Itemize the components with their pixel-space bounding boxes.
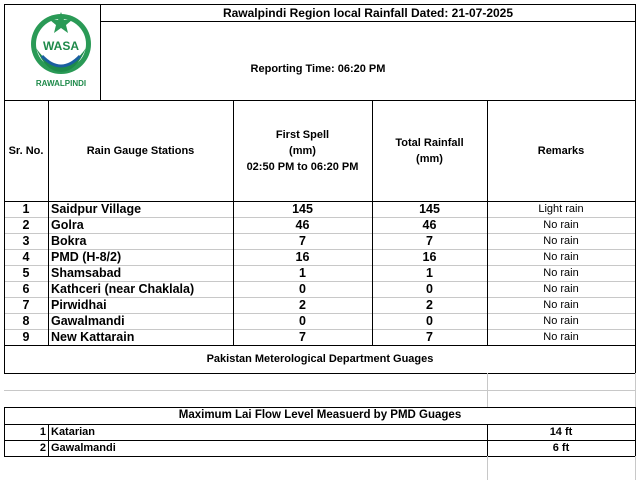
- col-header-total: [372, 135, 487, 167]
- row-sr-no: 8: [22, 314, 30, 328]
- row-first-spell: 46: [295, 218, 310, 232]
- first-spell-period: 02:50 PM to 06:20 PM: [246, 161, 359, 173]
- flow-row-level: 14 ft: [549, 426, 573, 438]
- row-total: 7: [426, 330, 433, 344]
- row-first-spell: 2: [299, 298, 306, 312]
- row-total: 16: [422, 250, 437, 264]
- flow-row-sr: 1: [39, 426, 46, 438]
- row-first-spell: 7: [299, 234, 306, 248]
- row-total: 145: [419, 202, 440, 216]
- col-header-first-spell: [233, 127, 372, 175]
- svg-text:WASA: WASA: [43, 39, 79, 53]
- row-first-spell: 0: [299, 314, 306, 328]
- row-station: PMD (H-8/2): [51, 250, 122, 264]
- pmd-footer: Pakistan Meterological Department Guages: [206, 353, 434, 365]
- row-remark: Light rain: [538, 203, 584, 215]
- row-station: Saidpur Village: [51, 202, 142, 216]
- row-remark: No rain: [543, 251, 579, 263]
- row-remark: No rain: [543, 331, 579, 343]
- first-spell-unit: (mm): [289, 145, 316, 157]
- row-first-spell: 145: [292, 202, 313, 216]
- first-spell-label: First Spell: [275, 129, 330, 141]
- row-sr-no: 2: [22, 218, 30, 232]
- col-header-remarks: Remarks: [537, 145, 585, 157]
- row-station: Bokra: [51, 234, 87, 248]
- reporting-time: Reporting Time: 06:20 PM: [250, 63, 386, 75]
- row-first-spell: 7: [299, 330, 306, 344]
- row-sr-no: 9: [22, 330, 30, 344]
- row-station: Golra: [51, 218, 84, 232]
- flow-row-station: Gawalmandi: [51, 442, 116, 454]
- row-sr-no: 7: [22, 298, 30, 312]
- row-total: 46: [422, 218, 437, 232]
- row-sr-no: 6: [22, 282, 30, 296]
- row-total: 0: [426, 314, 433, 328]
- row-first-spell: 0: [299, 282, 306, 296]
- row-station: Kathceri (near Chaklala): [51, 282, 195, 296]
- row-first-spell: 16: [295, 250, 310, 264]
- row-remark: No rain: [543, 235, 579, 247]
- row-station: Gawalmandi: [51, 314, 125, 328]
- flow-table-title: Maximum Lai Flow Level Measuerd by PMD Guages: [178, 409, 462, 421]
- logo-subtext: RAWALPINDI: [35, 79, 87, 88]
- row-total: 0: [426, 282, 433, 296]
- row-remark: No rain: [543, 283, 579, 295]
- total-unit: (mm): [416, 153, 443, 165]
- row-sr-no: 1: [22, 202, 30, 216]
- row-total: 1: [426, 266, 433, 280]
- row-remark: No rain: [543, 219, 579, 231]
- flow-row-sr: 2: [39, 442, 46, 454]
- row-total: 2: [426, 298, 433, 312]
- row-remark: No rain: [543, 267, 579, 279]
- row-total: 7: [426, 234, 433, 248]
- total-label: Total Rainfall: [395, 137, 464, 149]
- col-header-stations: Rain Gauge Stations: [86, 145, 195, 157]
- col-header-sr-no: Sr. No.: [8, 145, 44, 157]
- row-station: New Kattarain: [51, 330, 135, 344]
- row-sr-no: 4: [22, 250, 30, 264]
- row-station: Pirwidhai: [51, 298, 107, 312]
- row-remark: No rain: [543, 299, 579, 311]
- row-station: Shamsabad: [51, 266, 122, 280]
- row-remark: No rain: [543, 315, 579, 327]
- row-sr-no: 3: [22, 234, 30, 248]
- report-title: Rawalpindi Region local Rainfall Dated: 21-07-2025: [222, 6, 514, 20]
- flow-row-station: Katarian: [51, 426, 96, 438]
- row-sr-no: 5: [22, 266, 30, 280]
- flow-row-level: 6 ft: [552, 442, 570, 454]
- row-first-spell: 1: [299, 266, 306, 280]
